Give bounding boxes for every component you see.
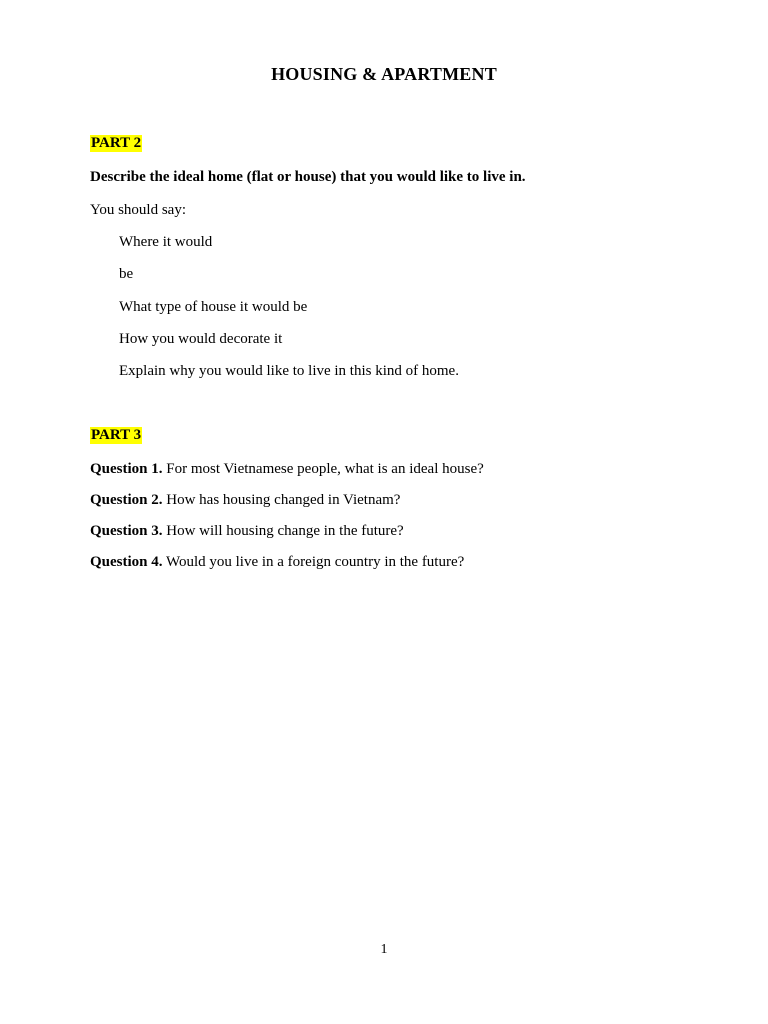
question-label: Question 1.	[90, 461, 163, 477]
question-label: Question 4.	[90, 554, 163, 570]
question-line	[90, 460, 484, 478]
question-label: Question 2.	[90, 492, 163, 508]
part-2-intro: You should say:	[90, 202, 186, 218]
cue-point: What type of house it would be	[119, 299, 308, 315]
question-text: Would you live in a foreign country in the future?	[162, 554, 465, 570]
part-3-heading: PART 3	[91, 427, 142, 443]
page-number: 1	[380, 942, 388, 957]
cue-point: be	[119, 266, 134, 282]
document-title: HOUSING & APARTMENT	[271, 64, 497, 84]
question-line	[90, 553, 464, 571]
question-text: How has housing changed in Vietnam?	[162, 492, 401, 508]
question-line	[90, 491, 400, 509]
question-text: How will housing change in the future?	[162, 523, 404, 539]
cue-point: How you would decorate it	[119, 331, 283, 347]
cue-point: Explain why you would like to live in this kind of home.	[119, 363, 459, 379]
part-2-prompt: Describe the ideal home (flat or house) that you would like to live in.	[90, 169, 526, 185]
question-line	[90, 522, 404, 540]
question-label: Question 3.	[90, 523, 163, 539]
cue-point: Where it would	[119, 234, 213, 250]
part-2-heading: PART 2	[91, 135, 142, 151]
question-text: For most Vietnamese people, what is an ideal house?	[162, 461, 484, 477]
